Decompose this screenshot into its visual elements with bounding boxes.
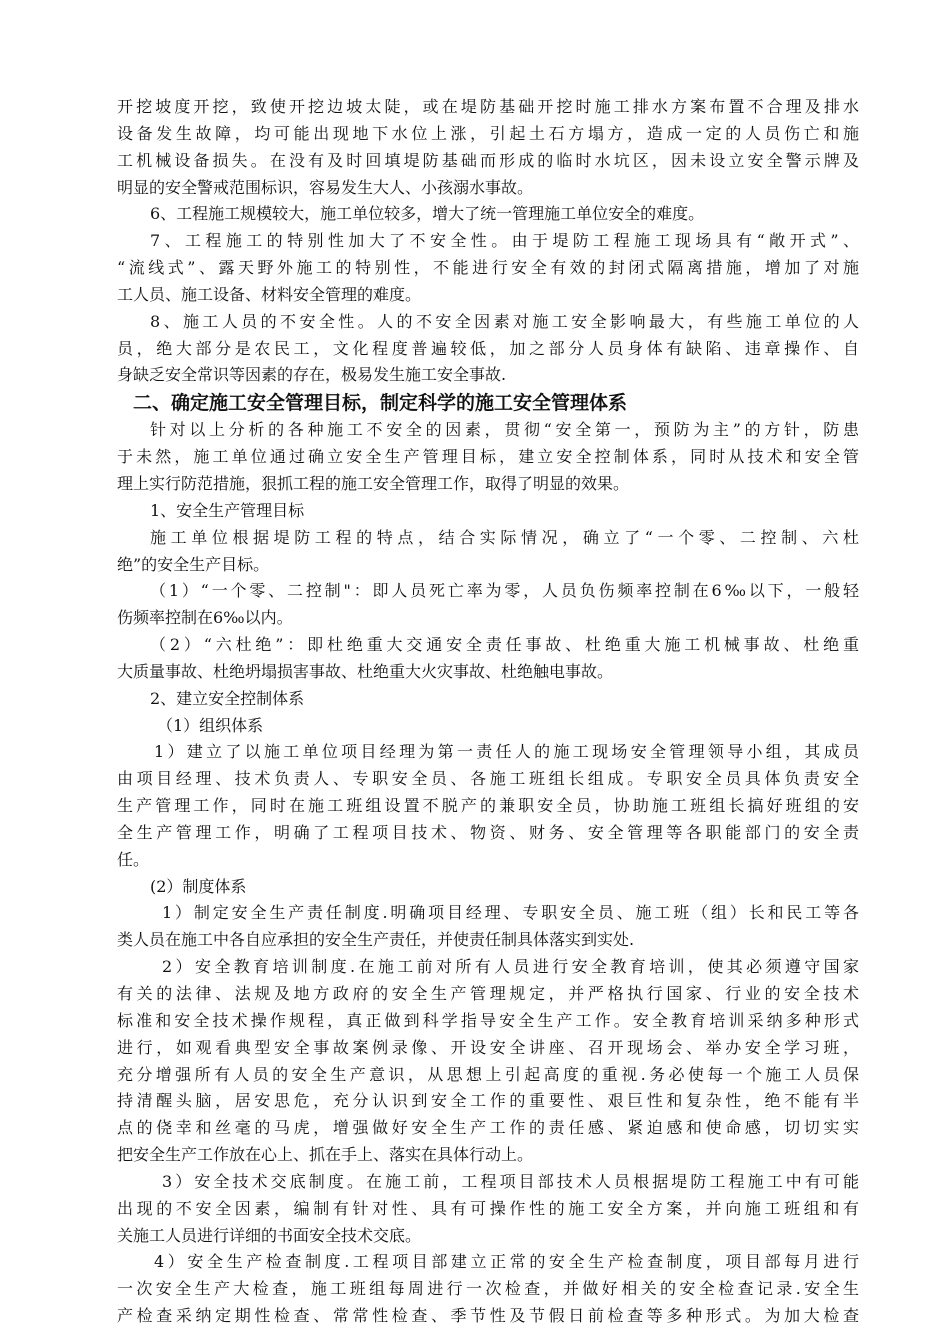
item-7-line: 工人员、施工设备、材料安全管理的难度。 [117,284,422,304]
subsection-title: 1、安全生产管理目标 [150,500,305,520]
rule-2-line: 持清醒头脑，居安思危，充分认识到安全工作的重要性、艰巨性和复杂性，绝不能有半 [117,1091,859,1111]
paragraph-line: 开挖坡度开挖，致使开挖边坡太陡，或在堤防基础开挖时施工排水方案布置不合理及排水 [117,97,859,116]
goal-2-line: 大质量事故、杜绝坍塌损害事故、杜绝重大火灾事故、杜绝触电事故。 [117,661,614,681]
item-7-line: 7、工程施工的特别性加大了不安全性。由于堤防工程施工现场具有“敞开式”、 [150,231,859,251]
item-8-line: 8、施工人员的不安全性。人的不安全因素对施工安全影响最大，有些施工单位的人 [150,311,859,331]
rule-2-line: 点的侥幸和丝毫的马虎，增强做好安全生产工作的责任感、紧迫感和使命感，切切实实 [117,1118,859,1138]
org-system-line: 1）建立了以施工单位项目经理为第一责任人的施工现场安全管理领导小组，其成员 [154,742,859,762]
paragraph-line: 明显的安全警戒范围标识，容易发生大人、小孩溺水事故。 [117,177,534,197]
rules-system-title: (2）制度体系 [150,876,247,896]
item-7-line: “流线式”、露天野外施工的特别性，不能进行安全有效的封闭式隔离措施，增加了对施 [117,258,859,278]
item-8-line: 身缺乏安全常识等因素的存在，极易发生施工安全事故. [117,365,507,385]
rule-4-line: 一次安全生产大检查，施工班组每周进行一次检查，并做好相关的安全检查记录.安全生 [117,1279,859,1299]
item-6: 6、工程施工规模较大，施工单位较多，增大了统一管理施工单位安全的难度。 [150,204,705,224]
goal-2-line: （2）“六杜绝”：即杜绝重大交通安全责任事故、杜绝重大施工机械事故、杜绝重 [150,635,859,655]
rule-2-line: 充分增强所有人员的安全生产意识，从思想上引起高度的重视.务必使每一个施工人员保 [117,1064,859,1084]
rule-2-line: 进行，如观看典型安全事故案例录像、开设安全讲座、召开现场会、举办安全学习班， [117,1037,859,1057]
paragraph-line: 设备发生故障，均可能出现地下水位上涨，引起土石方塌方，造成一定的人员伤亡和施 [117,123,859,143]
rule-3-line: 关施工人员进行详细的书面安全技术交底。 [117,1225,422,1245]
rule-2-line: 2）安全教育培训制度.在施工前对所有人员进行安全教育培训，使其必须遵守国家 [162,957,859,977]
section-heading: 二、确定施工安全管理目标，制定科学的施工安全管理体系 [133,392,628,415]
rule-2-line: 有关的法律、法规及地方政府的安全生产管理规定，并严格执行国家、行业的安全技术 [117,984,859,1003]
goal-intro-line: 施工单位根据堤防工程的特点，结合实际情况，确立了“一个零、二控制、六杜 [150,527,859,547]
goal-1-line: 伤频率控制在6‰以内。 [117,608,293,628]
paragraph-line: 工机械设备损失。在没有及时回填堤防基础而形成的临时水坑区，因未设立安全警示牌及 [117,150,859,170]
org-system-line: 生产管理工作，同时在施工班组设置不脱产的兼职安全员，协助施工班组长搞好班组的安 [117,796,859,816]
rule-4-line: 产检查采纳定期性检查、常常性检查、季节性及节假日前检查等多种形式。为加大检查 [117,1306,859,1326]
rule-2-line: 把安全生产工作放在心上、抓在手上、落实在具体行动上。 [117,1145,534,1165]
rule-3-line: 3）安全技术交底制度。在施工前，工程项目部技术人员根据堤防工程施工中有可能 [162,1171,859,1191]
intro-line: 于未然，施工单位通过确立安全生产管理目标，建立安全控制体系，同时从技术和安全管 [117,447,859,467]
rule-3-line: 出现的不安全因素，编制有针对性、具有可操作性的施工安全方案，并向施工班组和有 [117,1198,859,1218]
org-system-line: 全生产管理工作，明确了工程项目技术、物资、财务、安全管理等各职能部门的安全责 [117,822,859,842]
org-system-line: 由项目经理、技术负责人、专职安全员、各施工班组长组成。专职安全员具体负责安全 [117,769,859,789]
rule-1-line: 1）制定安全生产责任制度.明确项目经理、专职安全员、施工班（组）长和民工等各 [162,903,859,923]
rule-2-line: 标准和安全技术操作规程，真正做到科学指导安全生产工作。安全教育培训采纳多种形式 [117,1010,859,1030]
intro-line: 理上实行防范措施，狠抓工程的施工安全管理工作，取得了明显的效果。 [117,473,630,493]
rule-1-line: 类人员在施工中各自应承担的安全生产责任，并使责任制具体落实到实处. [117,930,635,950]
intro-line: 针对以上分析的各种施工不安全的因素，贯彻“安全第一，预防为主”的方针，防患 [150,420,859,440]
item-8-line: 员，绝大部分是农民工，文化程度普遍较低，加之部分人员身体有缺陷、违章操作、自 [117,338,859,358]
goal-intro-line: 绝”的安全生产目标。 [117,554,270,574]
document-body [117,94,859,1330]
rule-4-line: 4）安全生产检查制度.工程项目部建立正常的安全生产检查制度，项目部每月进行 [154,1252,859,1272]
subsection-title: 2、建立安全控制体系 [150,688,305,708]
org-system-title: （1）组织体系 [157,715,264,735]
org-system-line: 任。 [117,849,150,869]
goal-1-line: （1）“一个零、二控制"：即人员死亡率为零，人员负伤频率控制在6‰以下，一般轻 [150,581,859,601]
